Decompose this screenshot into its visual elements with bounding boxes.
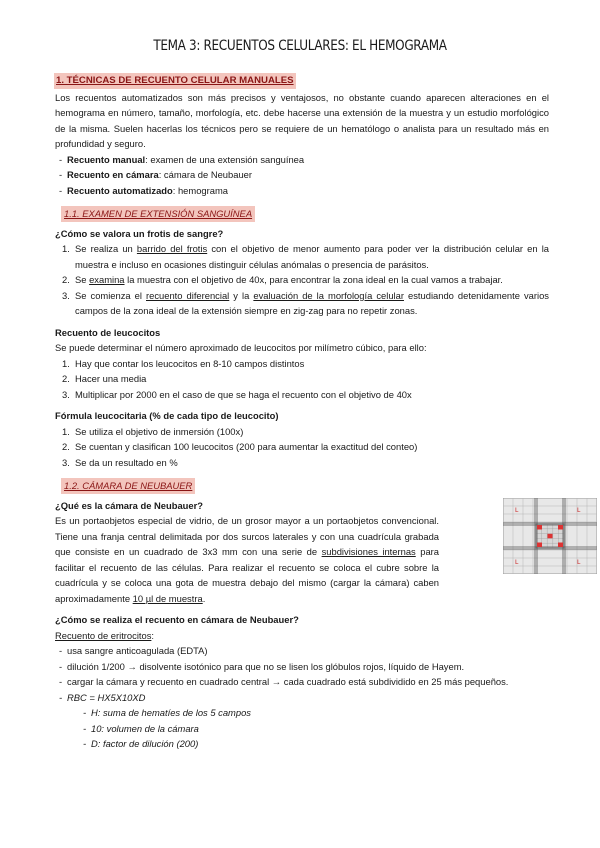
neubauer-description: Es un portaobjetos especial de vidrio, de un grosor mayor a un portaobjetos convencional. Tiene una franja central delimitada por dos surcos laterales y con una cuadrícula grabada que consiste en un cuadrado de 3x3 mm con una serie de subdivisiones internas para facilitar el recuento de las células. Para realizar el recuento se coloca el cubre sobre la cuadrícula y se coloca una gota de muestra debajo del mismo (cargar la cámara) caben aproximadamente 10 µl de muestra.	[55, 515, 439, 604]
erythrocyte-count-title: Recuento de eritrocitos:	[55, 629, 155, 641]
list-item: 3. Se comienza el recuento diferencial y la evaluación de la morfología celular estudiando detenidamente varios campos de la zona ideal de la extensión siempre en zig-zag para no repetir zonas.	[62, 289, 549, 316]
list-item: 2. Hacer una media	[62, 373, 147, 384]
list-item: - H: suma de hematíes de los 5 campos	[55, 705, 549, 721]
smear-steps-list	[55, 241, 549, 319]
list-item: - Recuento en cámara: cámara de Neubauer	[55, 167, 549, 183]
list-item: 2. Se cuentan y clasifican 100 leucocitos (200 para aumentar la exactitud del conteo)	[62, 441, 418, 452]
leukocyte-count-intro: Se puede determinar el número aproximado de leucocitos por milímetro cúbico, para ello:	[55, 342, 427, 353]
list-item: - cargar la cámara y recuento en cuadrado central → cada cuadrado está subdividido en 25 más pequeños.	[55, 674, 549, 690]
neubauer-block	[55, 498, 581, 607]
section-1-intro: Los recuentos automatizados son más precisos y ventajosos, no obstante cuando aparecen alteraciones en el hemograma en número, tamaño, morfología, etc. debe hacerse una extensión de la muestra y un estudio morfológico de la misma. Suelen hacerlas los técnicos pero se requiere de un hematólogo o analista para un resultado más en profundidad y seguro.	[55, 91, 549, 149]
erythrocyte-steps-list	[55, 643, 549, 705]
formula-steps-list	[55, 424, 549, 471]
formula-variables-list	[55, 705, 549, 752]
rbc-formula: - RBC = HX5X10XD	[55, 690, 549, 706]
list-item: 3. Se da un resultado en %	[62, 456, 178, 468]
list-item: - D: factor de dilución (200)	[55, 736, 549, 752]
list-item: - dilución 1/200 → disolvente isotónico para que no se lisen los glóbulos rojos, líquido de Hayem.	[55, 659, 549, 675]
grid-label-bl: L	[515, 558, 519, 566]
page-title: TEMA 3: RECUENTOS CELULARES: EL HEMOGRAMA	[153, 38, 447, 54]
leukocyte-steps-list	[55, 356, 549, 403]
list-item: 3. Multiplicar por 2000 en el caso de que se haga el recuento con el objetivo de 40x	[62, 388, 412, 400]
grid-label-tr: L	[577, 506, 581, 514]
list-item: 1. Hay que contar los leucocitos en 8-10 campos distintos	[62, 357, 305, 369]
list-item: 1. Se realiza un barrido del frotis con el objetivo de menor aumento para poder ver la distribución celular en la muestra e incluso en ocasiones distinguir células anómalas o presencia de parásitos.	[62, 243, 550, 270]
leukocyte-count-title: Recuento de leucocitos	[55, 326, 161, 338]
neubauer-question: ¿Qué es la cámara de Neubauer?	[55, 499, 203, 511]
neubauer-text	[55, 498, 439, 607]
section-1-2-heading: 1.2. CÁMARA DE NEUBAUER	[61, 478, 195, 494]
leukocyte-formula-title: Fórmula leucocitaria (% de cada tipo de leucocito)	[55, 410, 279, 421]
grid-label-tl: L	[515, 506, 519, 514]
list-item: - Recuento automatizado: hemograma	[55, 183, 549, 199]
list-item: 1. Se utiliza el objetivo de inmersión (100x)	[62, 425, 244, 437]
grid-label-br: L	[577, 558, 581, 566]
section-1-heading: 1. TÉCNICAS DE RECUENTO CELULAR MANUALES	[54, 73, 296, 89]
neubauer-how-question: ¿Cómo se realiza el recuento en cámara de Neubauer?	[55, 614, 299, 625]
section-1-1-heading: 1.1. EXAMEN DE EXTENSIÓN SANGUÍNEA	[61, 206, 255, 222]
list-item: - 10: volumen de la cámara	[55, 721, 549, 737]
document-body	[55, 72, 581, 752]
neubauer-grid-image	[503, 498, 597, 574]
list-item: - Recuento manual: examen de una extensión sanguínea	[55, 152, 549, 168]
list-item: - usa sangre anticoagulada (EDTA)	[55, 643, 549, 659]
count-types-list	[55, 152, 549, 199]
smear-question: ¿Cómo se valora un frotis de sangre?	[55, 227, 224, 239]
list-item: 2. Se examina la muestra con el objetivo de 40x, para encontrar la zona ideal en la cual vamos a trabajar.	[62, 274, 503, 285]
